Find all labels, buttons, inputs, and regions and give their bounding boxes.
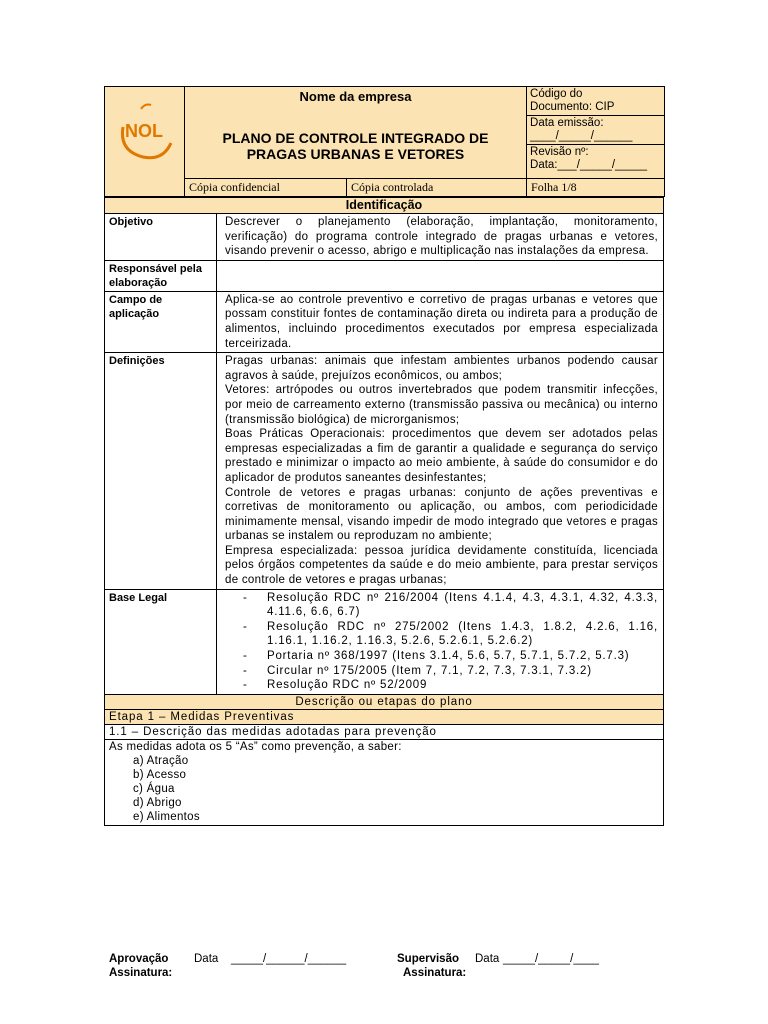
legal-item: - Resolução RDC nº 275/2002 (Itens 1.4.3, 1.8.2, 4.2.6, 1.16, 1.16.1, 1.16.2, 1.16.3, 5.2.6, 5.2.6.1, 5.2.6.2) [243, 620, 658, 649]
plan-description-title: Descrição ou etapas do plano [105, 694, 664, 709]
legal-item: - Resolução RDC nº 52/2009 [243, 678, 658, 693]
prevention-item: a) Atração [133, 754, 189, 767]
meta-cell [527, 87, 665, 179]
approval-signature-label: Assinatura: [109, 967, 173, 979]
company-name: Nome da empresa [185, 87, 526, 108]
supervision-signature-label: Assinatura: [403, 967, 467, 979]
revision-date[interactable]: Data:___/_____/_____ [530, 159, 648, 171]
plan-title-line2: PRAGAS URBANAS E VETORES [246, 146, 465, 162]
header-table [104, 86, 665, 197]
section-1-1-title: 1.1 – Descrição das medidas adotadas para prevenção [105, 724, 664, 739]
document-code [527, 87, 664, 116]
legal-item: - Portaria nº 368/1997 (Itens 3.1.4, 5.6, 5.7, 5.7.1, 5.7.2, 5.7.3) [243, 649, 658, 664]
definition-item: Controle de vetores e pragas urbanas: conjunto de ações preventivas e corretivas de monitoramento ou aplicação, ou ambos, com periodicidade minimamente mensal, visando impedir de modo integrado que vetores e pragas urbanas se instalem ou reproduzam no ambiente; [225, 486, 658, 543]
objective-text: Descrever o planejamento (elaboração, implantação, monitoramento, verificação) do programa controle integrado de pragas urbanas e vetores, visando prevenir o acesso, abrigo e multiplicação nas instalações da empresa. [217, 214, 664, 261]
plan-title [185, 108, 526, 178]
doc-code-line1: Código do [530, 88, 583, 100]
prevention-item: e) Alimentos [133, 810, 200, 823]
doc-code-line2: Documento: CIP [530, 101, 615, 113]
responsible-field[interactable] [217, 260, 664, 291]
title-cell [185, 87, 527, 179]
copy-controlled: Cópia controlada [347, 179, 527, 197]
revision [527, 145, 664, 173]
approval-date-label: Data [194, 953, 219, 965]
company-logo [105, 87, 183, 173]
emission-label: Data emissão: [530, 117, 604, 129]
approval-date-field[interactable]: _____/______/______ [231, 953, 347, 965]
copy-confidential: Cópia confidencial [185, 179, 347, 197]
objective-label: Objetivo [105, 214, 217, 261]
supervision-date-field[interactable]: _____/_____/____ [503, 953, 599, 965]
prevention-intro: As medidas adota os 5 “As” como prevenção, a saber: [109, 740, 402, 753]
identification-table [104, 197, 664, 826]
supervision-label: Supervisão [397, 953, 459, 965]
definitions-label: Definições [105, 353, 217, 590]
emission-value[interactable]: ____/_____/______ [530, 130, 633, 142]
plan-title-line1: PLANO DE CONTROLE INTEGRADO DE [222, 130, 489, 146]
responsible-label: Responsável pela elaboração [105, 260, 217, 291]
sheet-number: Folha 1/8 [527, 179, 665, 197]
definition-item: Empresa especializada: pessoa jurídica devidamente constituída, licenciada pelos órgãos competentes da saúde e do meio ambiente, para prestar serviços de controle de vetores e pragas urbanas; [225, 544, 658, 587]
legal-label: Base Legal [105, 589, 217, 694]
scope-text: Aplica-se ao controle preventivo e corretivo de pragas urbanas e vetores que possam constituir fontes de contaminação direta ou indireta para a produção de alimentos, incluindo procedimentos executados por empresa especializada terceirizada. [217, 291, 664, 352]
prevention-measures [105, 739, 664, 825]
definition-item: Boas Práticas Operacionais: procedimentos que devem ser adotados pelas empresas especializadas a fim de garantir a qualidade e segurança do serviço prestado e minimizar o impacto ao meio ambiente, à saúde do consumidor e do aplicador de produtos saneantes desinfestantes; [225, 428, 658, 484]
prevention-item: b) Acesso [133, 768, 187, 781]
stage-1-title: Etapa 1 – Medidas Preventivas [105, 709, 664, 724]
legal-item: - Circular nº 175/2005 (Item 7, 7.1, 7.2, 7.3, 7.3.1, 7.3.2) [243, 664, 658, 679]
revision-label: Revisão nº: [530, 146, 589, 158]
document-form [104, 86, 664, 826]
legal-item: - Resolução RDC nº 216/2004 (Itens 4.1.4, 4.3, 4.3.1, 4.32, 4.3.3, 4.11.6, 6.6, 6.7) [243, 591, 658, 620]
emission-date [527, 116, 664, 145]
prevention-item: c) Água [133, 782, 175, 795]
signature-footer [109, 952, 669, 980]
approval-label: Aprovação [109, 953, 169, 965]
identification-title: Identificação [105, 198, 664, 214]
logo-text: NOL [125, 121, 163, 141]
legal-list [217, 589, 664, 694]
scope-label: Campo de aplicação [105, 291, 217, 352]
prevention-item: d) Abrigo [133, 796, 182, 809]
supervision-date-label: Data [475, 953, 500, 965]
logo-cell [105, 87, 185, 197]
prevention-list [109, 754, 659, 824]
definitions-list [217, 353, 664, 590]
definition-item: Vetores: artrópodes ou outros invertebrados que podem transmitir infecções, por meio de carreamento externo (transmissão passiva ou mecânica) ou interno (transmissão biológica) de microrganismos; [225, 384, 658, 426]
definition-item: Pragas urbanas: animais que infestam ambientes urbanos podendo causar agravos à saúde, prejuízos econômicos, ou ambos; [225, 355, 658, 382]
